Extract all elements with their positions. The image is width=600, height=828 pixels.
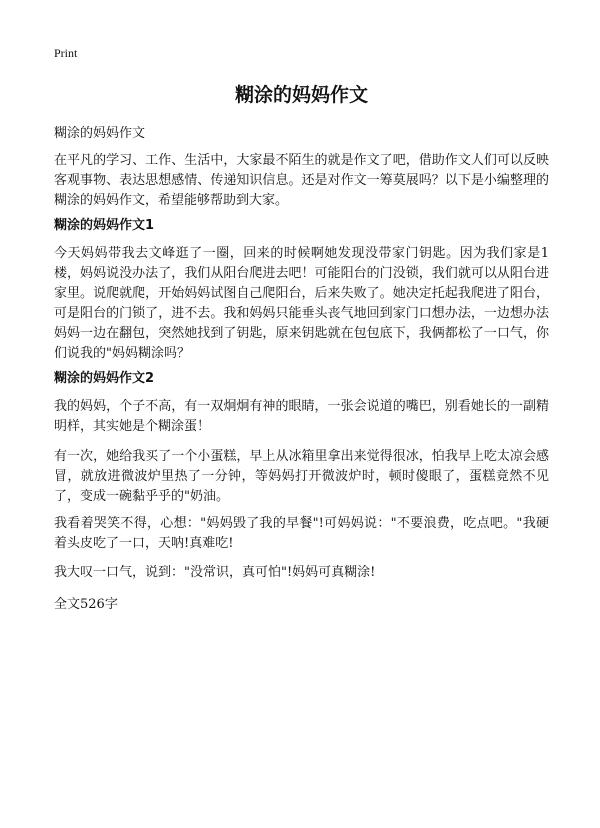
page-title: 糊涂的妈妈作文: [234, 84, 368, 106]
word-count: 全文526字: [54, 597, 118, 612]
section-1-heading: 糊涂的妈妈作文1: [54, 218, 155, 233]
section-2-heading: 糊涂的妈妈作文2: [54, 371, 155, 386]
section-2-paragraph-2: 有一次，她给我买了一个小蛋糕，早上从冰箱里拿出来觉得很冰，怕我早上吃太凉会感冒，就放进微波炉里热了一分钟，等妈妈打开微波炉时，顿时傻眼了，蛋糕竟然不见了，变成一碗黏乎乎的"奶油。: [54, 449, 549, 504]
section-2-paragraph-1: 我的妈妈，个子不高，有一双炯炯有神的眼睛，一张会说道的嘴巴，别看她长的一副精明样，其实她是个糊涂蛋！: [54, 399, 549, 434]
document-subtitle: 糊涂的妈妈作文: [54, 126, 146, 141]
section-2-paragraph-3: 我看着哭笑不得，心想："妈妈毁了我的早餐"!可妈妈说："不要浪费，吃点吧。"我硬着头皮吃了一口，天呐!真难吃!: [54, 516, 549, 551]
intro-paragraph: 在平凡的学习、工作、生活中，大家最不陌生的就是作文了吧，借助作文人们可以反映客观事物、表达思想感情、传递知识信息。还是对作文一筹莫展吗？以下是小编整理的糊涂的妈妈作文，希望能够帮助到大家。: [54, 153, 549, 208]
print-link[interactable]: Print: [54, 46, 78, 60]
section-1-paragraph: 今天妈妈带我去文峰逛了一圈，回来的时候啊她发现没带家门钥匙。因为我们家是1楼，妈妈说没办法了，我们从阳台爬进去吧！可能阳台的门没锁，我们就可以从阳台进家里。说爬就爬，开始妈妈试图自己爬阳台，后来失败了。她决定托起我爬进了阳台，可是阳台的门锁了，进不去。我和妈妈只能垂头丧气地回到家门口想办法，一边想办法妈妈一边在翻包，突然她找到了钥匙，原来钥匙就在包包底下，我俩都松了一口气，你们说我的"妈妈糊涂吗？: [54, 246, 549, 361]
section-2-paragraph-4: 我大叹一口气，说到："没常识，真可怕"!妈妈可真糊涂!: [54, 565, 376, 580]
